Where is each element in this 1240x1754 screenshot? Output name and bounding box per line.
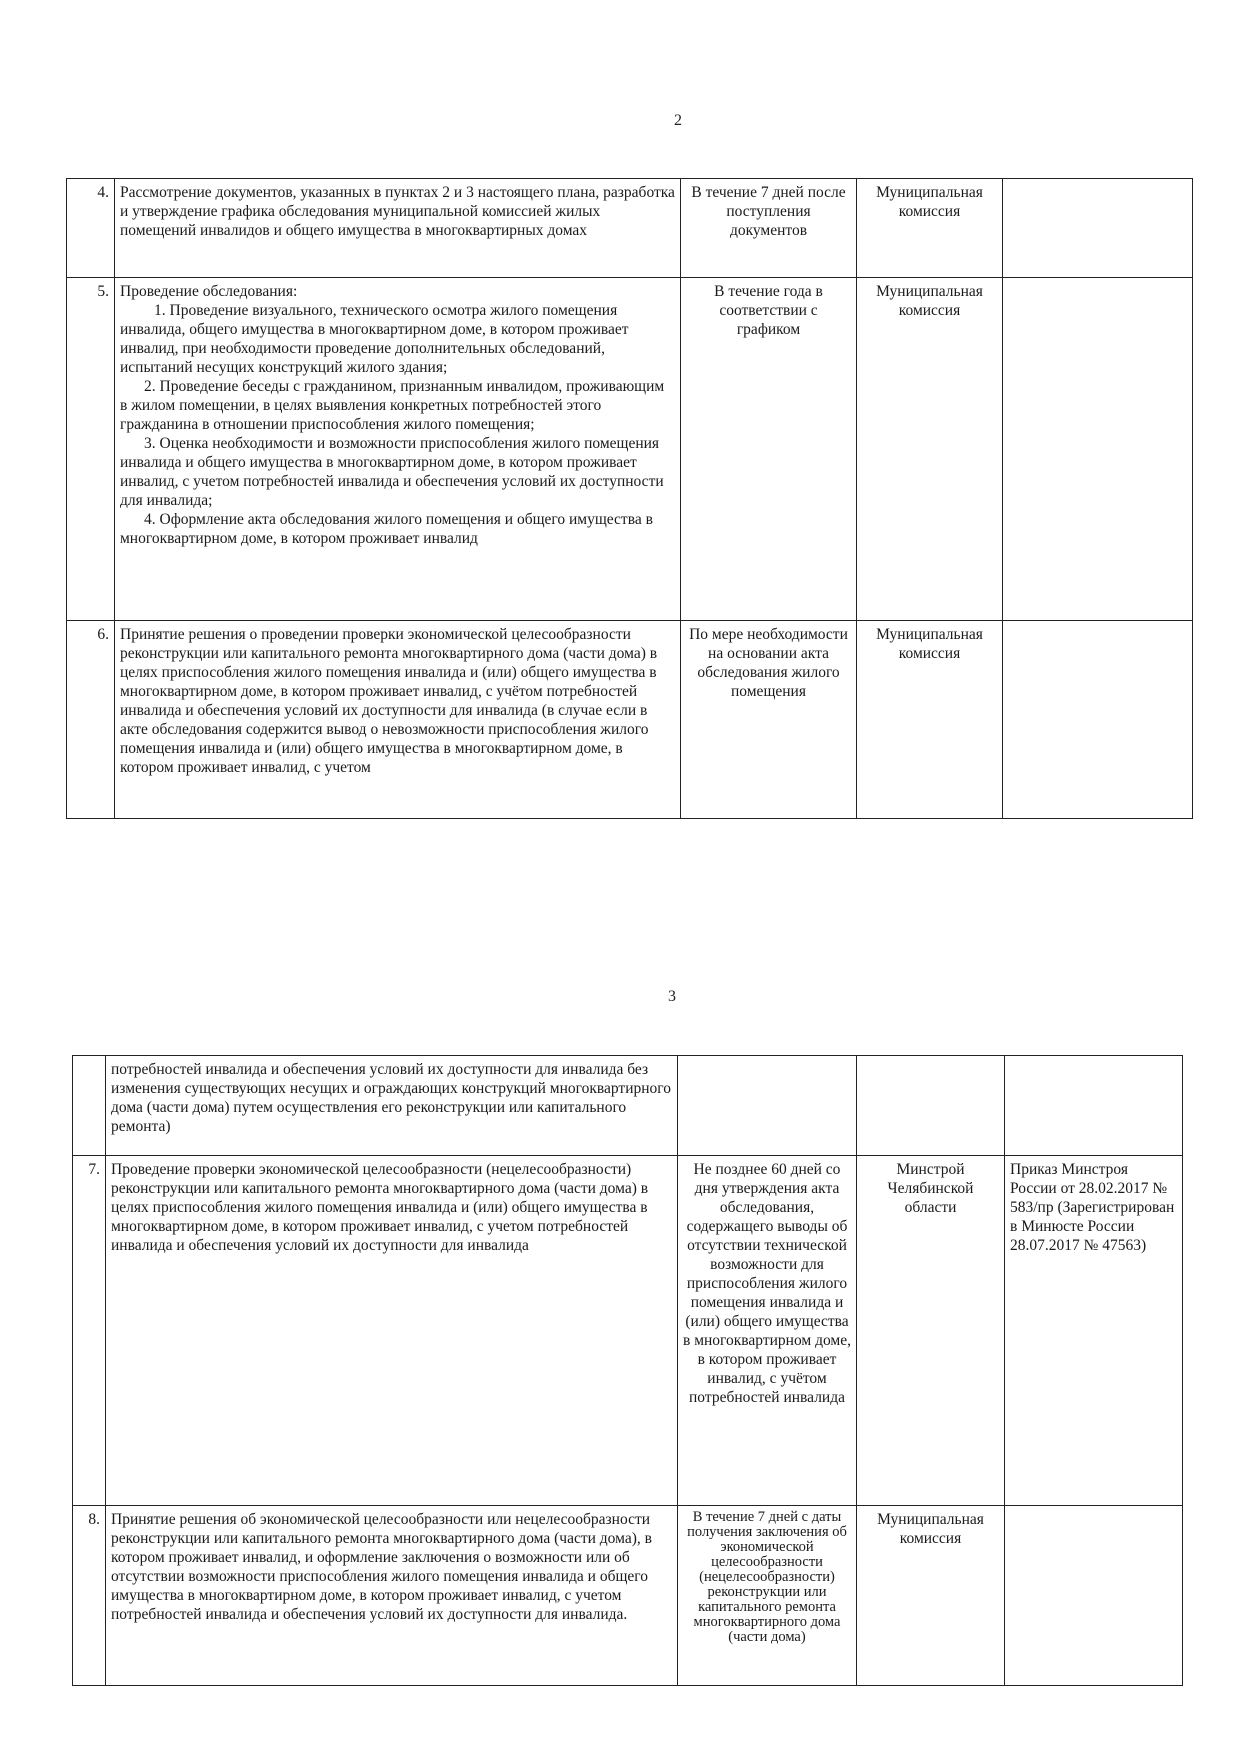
activity-text: Проведение проверки экономической целесообразности (нецелесообразности) реконструкции или капитального ремонта многоквартирного дома (части дома) в целях приспособления жилого помещения инвалида и (или) общего имущества в многоквартирном доме, в котором проживает инвалид, с учетом потребностей инвалида и обеспечения условий их доступности для инвалида xyxy=(106,1156,678,1506)
table-row xyxy=(67,278,1193,621)
row-number: 8. xyxy=(73,1506,106,1686)
activity-text: Принятие решения об экономической целесообразности или нецелесообразности реконструкции или капитального ремонта многоквартирного дома (части дома), в котором проживает инвалид, и оформление заключения о возможности или об отсутствии возможности приспособления жилого помещения инвалида и общего имущества в многоквартирном доме, в котором проживает инвалид, с учетом потребностей инвалида и обеспечения условий их доступности для инвалида. xyxy=(106,1506,678,1686)
basis-text: Приказ Минстроя России от 28.02.2017 № 583/пр (Зарегистрирован в Минюсте России 28.07.2017 № 47563) xyxy=(1005,1156,1183,1506)
page-number: 2 xyxy=(674,112,682,129)
basis-text xyxy=(1003,278,1193,621)
row-number xyxy=(73,1056,106,1156)
row-number: 4. xyxy=(67,179,115,278)
plan-table-page-3 xyxy=(72,1055,1183,1686)
table-row xyxy=(73,1156,1183,1506)
row-number: 7. xyxy=(73,1156,106,1506)
responsible-text: Минстрой Челябинской области xyxy=(857,1156,1005,1506)
basis-text xyxy=(1005,1506,1183,1686)
table-row xyxy=(67,179,1193,278)
basis-text xyxy=(1005,1056,1183,1156)
activity-item: 2. Проведение беседы с гражданином, признанным инвалидом, проживающим в жилом помещении, в целях выявления конкретных потребностей этого гражданина в отношении приспособления жилого помещения; xyxy=(120,378,665,433)
responsible-text: Муниципальная комиссия xyxy=(857,278,1003,621)
plan-table-page-2 xyxy=(66,178,1193,819)
page-number: 3 xyxy=(668,988,676,1005)
responsible-text xyxy=(857,1056,1005,1156)
activity-text: потребностей инвалида и обеспечения условий их доступности для инвалида без изменения существующих несущих и ограждающих конструкций многоквартирного дома (части дома) путем осуществления его реконструкции или капитального ремонта) xyxy=(106,1056,678,1156)
deadline-text: В течение года в соответствии с графиком xyxy=(681,278,857,621)
table-row xyxy=(67,621,1193,819)
deadline-text xyxy=(678,1056,857,1156)
activity-text: Принятие решения о проведении проверки экономической целесообразности реконструкции или капитального ремонта многоквартирного дома (части дома) в целях приспособления жилого помещения инвалида и (или) общего имущества в многоквартирном доме, в котором проживает инвалид, с учётом потребностей инвалида и обеспечения условий их доступности для инвалида (в случае если в акте обследования содержится вывод о невозможности приспособления жилого помещения инвалида и (или) общего имущества в многоквартирном доме, в котором проживает инвалид, с учетом xyxy=(115,621,681,819)
basis-text xyxy=(1003,179,1193,278)
activity-item: 3. Оценка необходимости и возможности приспособления жилого помещения инвалида и общего имущества в многоквартирном доме, в котором проживает инвалид, с учетом потребностей инвалида и обеспечения условий их доступности для инвалида; xyxy=(120,435,664,509)
activity-intro: Проведение обследования: xyxy=(120,283,298,300)
deadline-text: Не позднее 60 дней со дня утверждения акта обследования, содержащего выводы об отсутствии технической возможности для приспособления жилого помещения инвалида и (или) общего имущества в многоквартирном доме, в котором проживает инвалид, с учётом потребностей инвалида xyxy=(678,1156,857,1506)
activity-text: Рассмотрение документов, указанных в пунктах 2 и 3 настоящего плана, разработка и утверждение графика обследования муниципальной комиссией жилых помещений инвалидов и общего имущества в многоквартирных домах xyxy=(115,179,681,278)
deadline-text: В течение 7 дней с даты получения заключения об экономической целесообразности (нецелесообразности) реконструкции или капитального ремонта многоквартирного дома (части дома) xyxy=(678,1506,857,1686)
activity-text xyxy=(115,278,681,621)
table-row xyxy=(73,1056,1183,1156)
activity-item: 4. Оформление акта обследования жилого помещения и общего имущества в многоквартирном доме, в котором проживает инвалид xyxy=(120,511,653,547)
responsible-text: Муниципальная комиссия xyxy=(857,179,1003,278)
deadline-text: В течение 7 дней после поступления документов xyxy=(681,179,857,278)
responsible-text: Муниципальная комиссия xyxy=(857,1506,1005,1686)
responsible-text: Муниципальная комиссия xyxy=(857,621,1003,819)
deadline-text: По мере необходимости на основании акта обследования жилого помещения xyxy=(681,621,857,819)
basis-text xyxy=(1003,621,1193,819)
table-row xyxy=(73,1506,1183,1686)
row-number: 5. xyxy=(67,278,115,621)
activity-item: 1. Проведение визуального, технического осмотра жилого помещения инвалида, общего имущества в многоквартирном доме, в котором проживает инвалид, при необходимости проведение дополнительных обследований, испытаний несущих конструкций жилого здания; xyxy=(120,302,629,376)
row-number: 6. xyxy=(67,621,115,819)
